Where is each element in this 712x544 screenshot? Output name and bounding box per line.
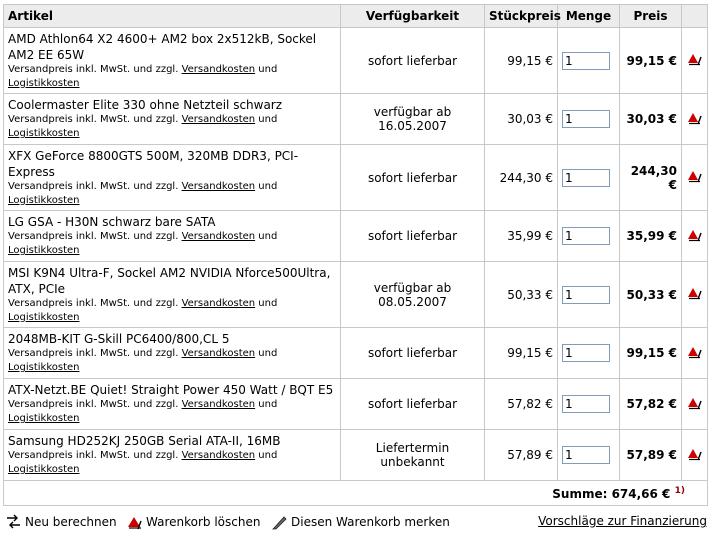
availability: Liefertermin unbekannt [341, 430, 485, 481]
versandkosten-link[interactable]: Versandkosten [181, 450, 256, 461]
shipping-note-and: und [258, 450, 278, 461]
recalc-label: Neu berechnen [25, 515, 117, 529]
availability: verfügbar ab 16.05.2007 [341, 94, 485, 145]
unit-price: 99,15 € [485, 28, 558, 94]
availability: sofort lieferbar [341, 145, 485, 211]
cart-header-row [4, 5, 708, 28]
quantity-input[interactable] [562, 395, 610, 413]
shipping-note-text: Versandpreis inkl. MwSt. und zzgl. [8, 180, 179, 192]
cart-row [4, 94, 708, 145]
cart-row [4, 262, 708, 328]
versandkosten-link[interactable]: Versandkosten [181, 399, 256, 410]
logistikkosten-link[interactable]: Logistikkosten [8, 464, 80, 475]
shipping-note-and: und [258, 231, 278, 242]
unit-price: 57,89 € [485, 430, 558, 481]
unit-price: 35,99 € [485, 211, 558, 262]
sum-footnote[interactable]: 1) [674, 485, 685, 496]
remember-cart-button[interactable] [271, 514, 450, 530]
versandkosten-link[interactable]: Versandkosten [181, 297, 256, 309]
logistikkosten-link[interactable]: Logistikkosten [8, 311, 80, 323]
article-cell [4, 430, 341, 481]
cart-remove-icon[interactable] [687, 55, 703, 69]
header-artikel: Artikel [4, 5, 341, 28]
versandkosten-link[interactable]: Versandkosten [181, 114, 256, 125]
quantity-cell [558, 145, 620, 211]
shipping-note-text: Versandpreis inkl. MwSt. und zzgl. [8, 231, 179, 242]
article-name[interactable]: AMD Athlon64 X2 4600+ AM2 box 2x512kB, Sockel AM2 EE 65W [8, 31, 317, 62]
logistikkosten-link[interactable]: Logistikkosten [8, 128, 80, 139]
logistikkosten-link[interactable]: Logistikkosten [8, 245, 80, 256]
cart-row [4, 328, 708, 379]
unit-price: 244,30 € [485, 145, 558, 211]
cart-remove-icon[interactable] [687, 231, 703, 245]
header-menge: Menge [558, 5, 620, 28]
logistikkosten-link[interactable]: Logistikkosten [8, 77, 80, 89]
shipping-note-text: Versandpreis inkl. MwSt. und zzgl. [8, 348, 179, 359]
cart-row [4, 211, 708, 262]
quantity-input[interactable] [562, 344, 610, 362]
versandkosten-link[interactable]: Versandkosten [181, 231, 256, 242]
article-cell [4, 379, 341, 430]
pencil-icon [271, 514, 289, 530]
article-cell [4, 145, 341, 211]
shipping-note-and: und [258, 297, 278, 309]
quantity-input[interactable] [562, 227, 610, 245]
unit-price: 50,33 € [485, 262, 558, 328]
delete-cell [682, 262, 708, 328]
delete-cell [682, 328, 708, 379]
clear-cart-label: Warenkorb löschen [146, 515, 261, 529]
article-name[interactable]: 2048MB-KIT G-Skill PC6400/800,CL 5 [8, 332, 230, 346]
quantity-cell [558, 328, 620, 379]
header-delete [682, 5, 708, 28]
shipping-note [8, 398, 336, 426]
quantity-input[interactable] [562, 286, 610, 304]
shipping-note-and: und [258, 114, 278, 125]
article-name[interactable]: LG GSA - H30N schwarz bare SATA [8, 215, 216, 229]
shipping-note [8, 347, 336, 375]
line-price: 57,89 € [620, 430, 682, 481]
article-name[interactable]: Coolermaster Elite 330 ohne Netzteil schwarz [8, 98, 283, 112]
availability: sofort lieferbar [341, 28, 485, 94]
shipping-note-text: Versandpreis inkl. MwSt. und zzgl. [8, 114, 179, 125]
cart-remove-icon[interactable] [687, 399, 703, 413]
quantity-cell [558, 28, 620, 94]
sum-cell [4, 481, 708, 506]
delete-cell [682, 430, 708, 481]
delete-cell [682, 145, 708, 211]
shipping-note-and: und [258, 348, 278, 359]
line-price: 57,82 € [620, 379, 682, 430]
article-name[interactable]: MSI K9N4 Ultra-F, Sockel AM2 NVIDIA Nforce500Ultra, ATX, PCIe [8, 265, 331, 296]
shipping-note [8, 297, 336, 325]
delete-cell [682, 379, 708, 430]
article-cell [4, 262, 341, 328]
sum-row [4, 481, 708, 506]
availability: sofort lieferbar [341, 328, 485, 379]
recalculate-icon [5, 514, 23, 530]
article-cell [4, 328, 341, 379]
delete-cell [682, 94, 708, 145]
cart-row [4, 28, 708, 94]
shipping-note-text: Versandpreis inkl. MwSt. und zzgl. [8, 63, 179, 75]
header-preis: Preis [620, 5, 682, 28]
cart-remove-icon[interactable] [687, 289, 703, 303]
header-verfuegbarkeit: Verfügbarkeit [341, 5, 485, 28]
unit-price: 99,15 € [485, 328, 558, 379]
cart-remove-icon[interactable] [687, 114, 703, 128]
cart-remove-icon [126, 514, 144, 530]
line-price: 35,99 € [620, 211, 682, 262]
shipping-note-and: und [258, 180, 278, 192]
article-cell [4, 28, 341, 94]
article-name[interactable]: ATX-Netzt.BE Quiet! Straight Power 450 Watt / BQT E5 [8, 383, 334, 397]
quantity-input[interactable] [562, 110, 610, 128]
line-price: 99,15 € [620, 328, 682, 379]
line-price: 30,03 € [620, 94, 682, 145]
quantity-input[interactable] [562, 446, 610, 464]
shipping-note-text: Versandpreis inkl. MwSt. und zzgl. [8, 297, 179, 309]
line-price: 50,33 € [620, 262, 682, 328]
logistikkosten-link[interactable]: Logistikkosten [8, 362, 80, 373]
financing-link[interactable]: Vorschläge zur Finanzierung [538, 514, 707, 528]
cart-remove-icon[interactable] [687, 450, 703, 464]
versandkosten-link[interactable]: Versandkosten [181, 180, 256, 192]
quantity-cell [558, 94, 620, 145]
quantity-input[interactable] [562, 169, 610, 187]
shipping-note [8, 113, 336, 141]
shipping-note [8, 230, 336, 258]
versandkosten-link[interactable]: Versandkosten [181, 348, 256, 359]
remember-cart-label: Diesen Warenkorb merken [291, 515, 450, 529]
quantity-cell [558, 379, 620, 430]
shipping-note [8, 449, 336, 477]
availability: sofort lieferbar [341, 211, 485, 262]
shipping-note-and: und [258, 63, 278, 75]
shipping-note [8, 180, 336, 208]
unit-price: 57,82 € [485, 379, 558, 430]
article-cell [4, 211, 341, 262]
cart-row [4, 430, 708, 481]
shipping-note-text: Versandpreis inkl. MwSt. und zzgl. [8, 399, 179, 410]
line-price: 244,30 € [620, 145, 682, 211]
shipping-note-text: Versandpreis inkl. MwSt. und zzgl. [8, 450, 179, 461]
clear-cart-button[interactable] [126, 514, 260, 530]
cart-remove-icon[interactable] [687, 172, 703, 186]
unit-price: 30,03 € [485, 94, 558, 145]
cart-table [3, 4, 708, 506]
header-stueckpreis: Stückpreis [485, 5, 558, 28]
logistikkosten-link[interactable]: Logistikkosten [8, 413, 80, 424]
article-name[interactable]: Samsung HD252KJ 250GB Serial ATA-II, 16MB [8, 434, 281, 448]
cart-remove-icon[interactable] [687, 348, 703, 362]
article-cell [4, 94, 341, 145]
cart-row [4, 379, 708, 430]
quantity-cell [558, 262, 620, 328]
availability: sofort lieferbar [341, 379, 485, 430]
sum-total: Summe: 674,66 € [552, 486, 671, 501]
shipping-note [8, 63, 336, 91]
line-price: 99,15 € [620, 28, 682, 94]
article-name[interactable]: XFX GeForce 8800GTS 500M, 320MB DDR3, PCI-Express [8, 148, 299, 179]
versandkosten-link[interactable]: Versandkosten [181, 63, 256, 75]
logistikkosten-link[interactable]: Logistikkosten [8, 194, 80, 206]
delete-cell [682, 211, 708, 262]
quantity-input[interactable] [562, 52, 610, 70]
quantity-cell [558, 430, 620, 481]
cart-row [4, 145, 708, 211]
recalc-button[interactable] [5, 514, 117, 530]
availability: verfügbar ab 08.05.2007 [341, 262, 485, 328]
delete-cell [682, 28, 708, 94]
quantity-cell [558, 211, 620, 262]
shipping-note-and: und [258, 399, 278, 410]
